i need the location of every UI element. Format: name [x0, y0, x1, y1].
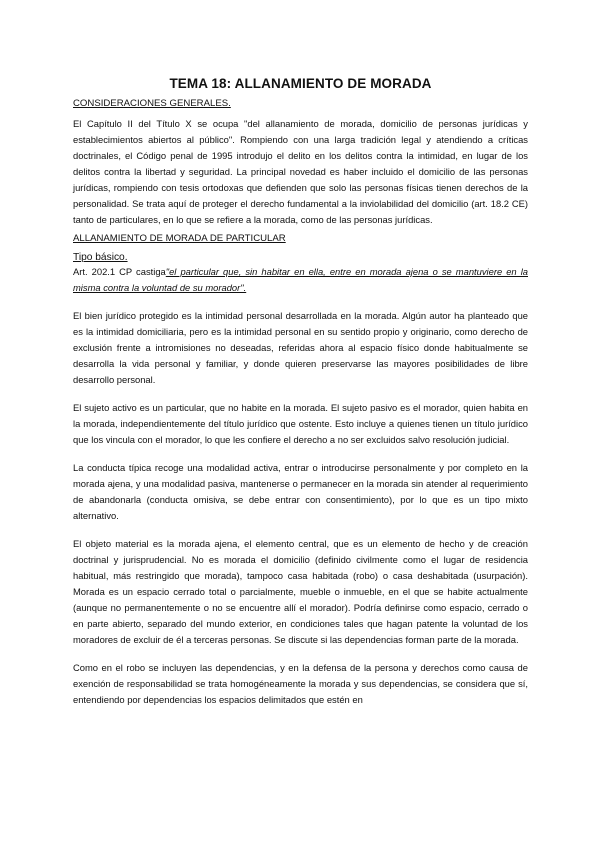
- paragraph-objeto: El objeto material es la morada ajena, el elemento central, que es un elemento de hecho y de creación doctrinal y jurisprudencial. No es morada el domicilio (definido civilmente como el lugar de residencia habitual, más restringido que morada), tampoco casa habitada (robo) o casa deshabitada (usurpación). Morada es un espacio cerrado total o parcialmente, mueble o inmueble, en el que se habite actualmente (aunque no permanentemente o no se encuentre allí el morador). Podría definirse como espacio, cerrado o en parte abierto, separado del mundo exterior, en condiciones tales que hagan patente la voluntad de los moradores de excluir de él a terceras personas. Se discute si las dependencias forman parte de la morada.: [73, 538, 528, 645]
- paragraph-bien-juridico: El bien jurídico protegido es la intimidad personal desarrollada en la morada. Algún autor ha planteado que es la intimidad domiciliaria, pero es la intimidad personal en su sentido propio y originario, como derecho de exclusión frente a intromisiones no deseadas, referidas ahora al espacio físico donde habitualmente se desarrolla la vida personal y familiar, y donde quieren preservarse las mayores posibilidades de libre desarrollo personal.: [73, 310, 528, 385]
- paragraph-conducta: La conducta típica recoge una modalidad activa, entrar o introducirse personalmente y por completo en la morada ajena, y una modalidad pasiva, mantenerse o permanecer en la morada sin atender al requerimiento de abandonarla (conducta omisiva, se debe entrar con consentimiento), por lo que es un tipo mixto alternativo.: [73, 462, 528, 521]
- page-title: TEMA 18: ALLANAMIENTO DE MORADA: [169, 76, 432, 91]
- article-quote: "el particular que, sin habitar en ella, entre en morada ajena o se mantuviere en la misma contra la voluntad de su morador".: [73, 266, 528, 293]
- paragraph-sujeto: El sujeto activo es un particular, que no habite en la morada. El sujeto pasivo es el morador, quien habita en la morada, independientemente del título jurídico que ostente. Esto incluye a quienes tienen un título jurídico que los vincula con el morador, lo que les confiere el derecho a no ser excluidos salvo resolución judicial.: [73, 402, 528, 445]
- paragraph-dependencias: Como en el robo se incluyen las dependencias, y en la defensa de la persona y derechos como causa de exención de responsabilidad se trata homogéneamente la morada y sus dependencias, se considera que sí, entendiendo por dependencias los espacios delimitados que estén en: [73, 662, 528, 705]
- section-heading-particular: ALLANAMIENTO DE MORADA DE PARTICULAR: [73, 233, 286, 244]
- article-citation: [73, 264, 528, 296]
- paragraph-general: El Capítulo II del Título X se ocupa "del allanamiento de morada, domicilio de personas jurídicas y establecimientos abiertos al público". Rompiendo con una larga tradición legal y atendiendo a críticas doctrinales, el Código penal de 1995 introdujo el delito en los delitos contra la intimidad, en lugar de los delitos contra la libertad y seguridad. La principal novedad es haber incluido el domicilio de las personas jurídicas, rompiendo con tesis ortodoxas que defienden que solo las personas físicas tienen derechos de la personalidad. Se trata aquí de proteger el derecho fundamental a la inviolabilidad del domicilio (art. 18.2 CE) tanto de particulares, en lo que se refiere a la morada, como de las personas jurídicas.: [73, 118, 528, 225]
- section-heading-general: CONSIDERACIONES GENERALES.: [73, 98, 231, 109]
- subsection-heading-tipo-basico: Tipo básico.: [73, 252, 128, 263]
- article-lead: Art. 202.1 CP castiga: [73, 266, 166, 277]
